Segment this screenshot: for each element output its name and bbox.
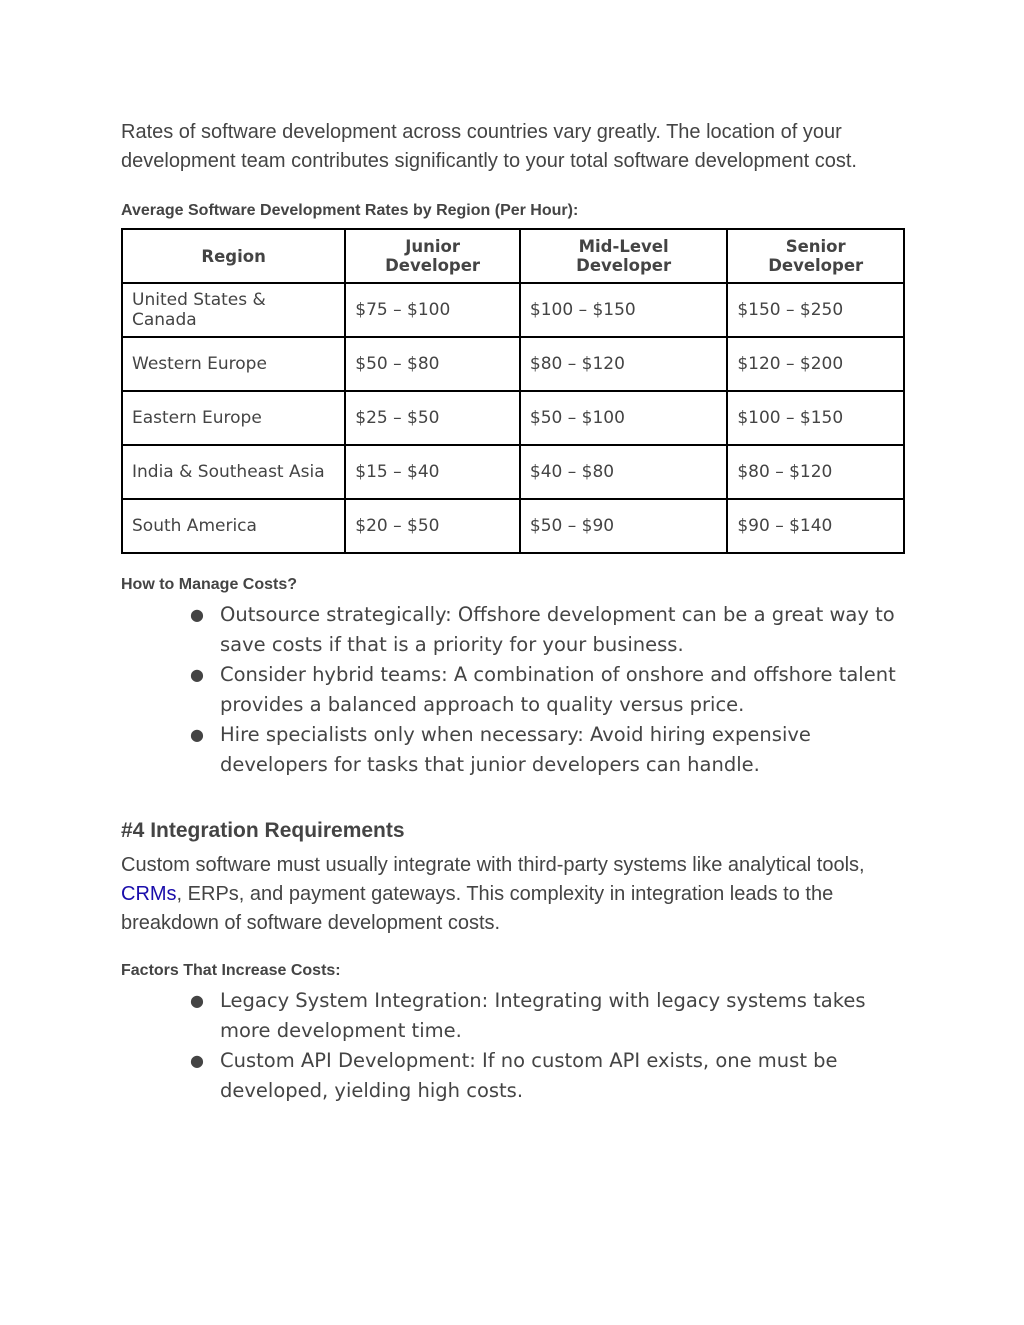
cell-mid: $50 – $100 xyxy=(520,391,727,445)
list-item-text: Consider hybrid teams: A combination of onshore and offshore talent provides a balanced approach to quality versus price. xyxy=(220,663,896,716)
list-item-text: Outsource strategically: Offshore development can be a great way to save costs if that is a priority for your business. xyxy=(220,603,895,656)
cell-junior: $20 – $50 xyxy=(345,499,520,553)
cell-mid: $100 – $150 xyxy=(520,283,727,337)
cell-junior: $25 – $50 xyxy=(345,391,520,445)
intro-paragraph: Rates of software development across countries vary greatly. The location of your development team contributes significantly to your total software development cost. xyxy=(121,121,857,172)
crms-link[interactable]: CRMs xyxy=(121,883,177,905)
bullet-icon: ● xyxy=(190,725,204,744)
factors-caption: Factors That Increase Costs: xyxy=(121,962,341,979)
cell-region: India & Southeast Asia xyxy=(122,445,345,499)
integration-heading: #4 Integration Requirements xyxy=(121,819,405,842)
cell-senior: $90 – $140 xyxy=(727,499,904,553)
cell-senior: $80 – $120 xyxy=(727,445,904,499)
list-item xyxy=(190,1046,906,1106)
integration-text-end: , ERPs, and payment gateways. This complexity in integration leads to the breakdown of software development costs. xyxy=(121,883,834,934)
integration-text-start: Custom software must usually integrate with third-party systems like analytical tools, xyxy=(121,854,865,876)
list-item xyxy=(190,660,906,720)
table-row xyxy=(122,445,904,499)
cell-region: South America xyxy=(122,499,345,553)
bullet-icon: ● xyxy=(190,605,204,624)
bullet-icon: ● xyxy=(190,991,204,1010)
integration-paragraph xyxy=(121,851,906,938)
rates-table xyxy=(121,228,905,554)
table-row xyxy=(122,337,904,391)
bullet-icon: ● xyxy=(190,1051,204,1070)
document-page xyxy=(121,118,906,1106)
factors-list xyxy=(121,986,906,1106)
list-item-text: Hire specialists only when necessary: Avoid hiring expensive developers for tasks that junior developers can handle. xyxy=(220,723,811,776)
cell-junior: $15 – $40 xyxy=(345,445,520,499)
cell-mid: $80 – $120 xyxy=(520,337,727,391)
cell-mid: $50 – $90 xyxy=(520,499,727,553)
list-item-text: Legacy System Integration: Integrating with legacy systems takes more development time. xyxy=(220,989,866,1042)
cell-region: United States & Canada xyxy=(122,283,345,337)
table-header-row xyxy=(122,229,904,283)
cell-senior: $120 – $200 xyxy=(727,337,904,391)
manage-costs-list xyxy=(121,600,906,780)
cell-mid: $40 – $80 xyxy=(520,445,727,499)
cell-junior: $50 – $80 xyxy=(345,337,520,391)
list-item-text: Custom API Development: If no custom API exists, one must be developed, yielding high costs. xyxy=(220,1049,838,1102)
bullet-icon: ● xyxy=(190,665,204,684)
table-caption: Average Software Development Rates by Region (Per Hour): xyxy=(121,202,579,219)
cell-senior: $150 – $250 xyxy=(727,283,904,337)
cell-senior: $100 – $150 xyxy=(727,391,904,445)
cell-region: Eastern Europe xyxy=(122,391,345,445)
header-mid: Mid-Level Developer xyxy=(520,229,727,283)
manage-costs-caption: How to Manage Costs? xyxy=(121,576,298,593)
cell-junior: $75 – $100 xyxy=(345,283,520,337)
table-row xyxy=(122,499,904,553)
table-row xyxy=(122,283,904,337)
cell-region: Western Europe xyxy=(122,337,345,391)
list-item xyxy=(190,986,906,1046)
list-item xyxy=(190,600,906,660)
table-row xyxy=(122,391,904,445)
header-junior: Junior Developer xyxy=(345,229,520,283)
header-senior: Senior Developer xyxy=(727,229,904,283)
header-region: Region xyxy=(122,229,345,283)
list-item xyxy=(190,720,906,780)
